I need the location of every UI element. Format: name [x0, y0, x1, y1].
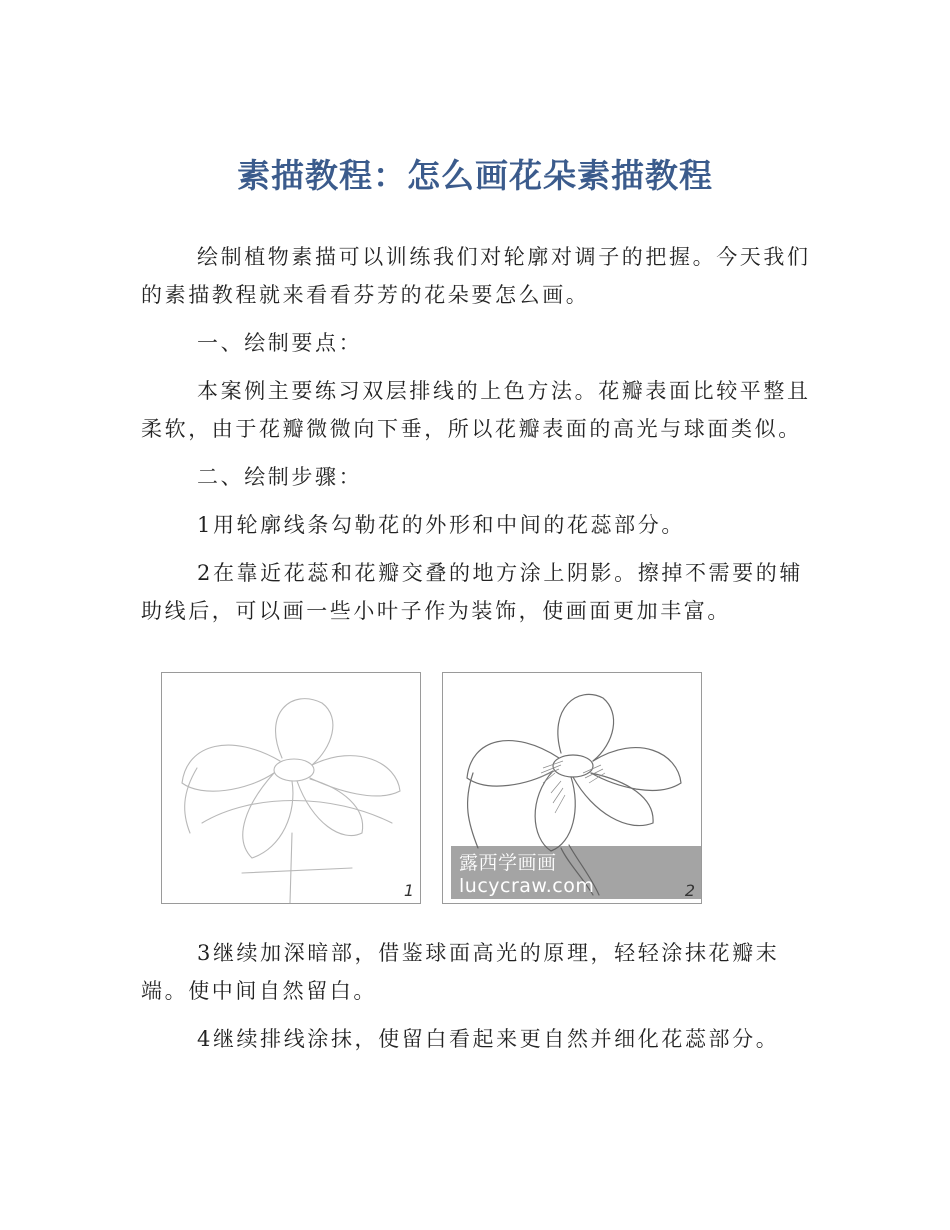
sketch-figure — [161, 672, 721, 908]
flower-outline-sketch — [162, 673, 420, 903]
body-text-top — [141, 238, 811, 640]
panel-number-2: 2 — [684, 881, 695, 900]
step-2-paragraph: 2在靠近花蕊和花瓣交叠的地方涂上阴影。擦掉不需要的辅助线后，可以画一些小叶子作为装饰，使画面更加丰富。 — [141, 561, 803, 623]
step-1-paragraph: 1用轮廓线条勾勒花的外形和中间的花蕊部分。 — [197, 513, 685, 537]
sketch-panel-step-2 — [442, 672, 702, 904]
intro-paragraph: 绘制植物素描可以训练我们对轮廓对调子的把握。今天我们的素描教程就来看看芬芳的花朵要怎么画。 — [141, 245, 811, 307]
watermark-text: 露西学画画 lucycraw.com — [451, 846, 701, 899]
points-paragraph: 本案例主要练习双层排线的上色方法。花瓣表面比较平整且柔软，由于花瓣微微向下垂，所以花瓣表面的高光与球面类似。 — [141, 379, 811, 441]
page-title: 素描教程：怎么画花朵素描教程 — [237, 156, 713, 195]
section-heading-steps: 二、绘制步骤： — [197, 465, 363, 489]
section-heading-points: 一、绘制要点： — [197, 331, 363, 355]
sketch-panel-step-1 — [161, 672, 421, 904]
body-text-bottom — [141, 934, 811, 1068]
step-4-paragraph: 4继续排线涂抹，使留白看起来更自然并细化花蕊部分。 — [197, 1027, 780, 1051]
step-3-paragraph: 3继续加深暗部，借鉴球面高光的原理，轻轻涂抹花瓣末端。使中间自然留白。 — [141, 941, 780, 1003]
panel-number-1: 1 — [403, 881, 414, 900]
